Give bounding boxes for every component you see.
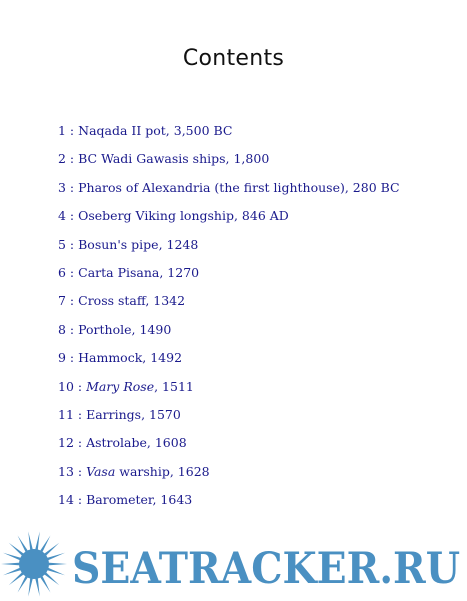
- sun-ray: [40, 535, 51, 552]
- sun-ray: [44, 543, 59, 556]
- toc-number: 4: [58, 208, 66, 224]
- toc-number: 14: [58, 492, 74, 508]
- toc-text: Naqada II pot, 3,500 BC: [78, 123, 233, 138]
- toc-separator: :: [65, 123, 79, 138]
- toc-entry[interactable]: [58, 150, 400, 178]
- toc-entry[interactable]: [58, 207, 400, 235]
- sun-ray: [18, 575, 29, 592]
- sun-ray: [9, 572, 24, 585]
- toc-text: Porthole, 1490: [78, 321, 172, 337]
- sun-ray: [35, 577, 40, 596]
- toc-separator: :: [65, 208, 79, 224]
- toc-entry[interactable]: [58, 122, 400, 150]
- toc-number: 6: [58, 264, 66, 280]
- sun-ray: [28, 577, 33, 596]
- sun-ray: [28, 532, 33, 551]
- sun-ray: [35, 532, 40, 551]
- toc-separator: :: [65, 264, 79, 280]
- toc-entry[interactable]: [58, 292, 400, 320]
- sun-ray: [48, 563, 67, 566]
- sun-ray: [47, 568, 65, 576]
- toc-number: 11: [58, 406, 74, 422]
- toc-separator: :: [65, 236, 79, 252]
- toc-text: Pharos of Alexandria (the first lighthouse), 280 BC: [78, 179, 400, 195]
- sun-ray: [40, 575, 51, 592]
- sun-ray: [1, 563, 20, 566]
- sun-ray: [3, 553, 21, 561]
- toc-number: 9: [58, 350, 66, 366]
- toc-text: Hammock, 1492: [78, 350, 183, 366]
- toc-separator: :: [73, 378, 87, 394]
- seatracker-watermark: [0, 528, 467, 601]
- toc-text: BC Wadi Gawasis ships, 1,800: [78, 151, 270, 167]
- sun-ray: [3, 568, 21, 576]
- toc-entry[interactable]: [58, 463, 400, 491]
- toc-separator: :: [65, 151, 79, 167]
- toc-separator: :: [65, 179, 79, 195]
- toc-number: 10: [58, 378, 74, 394]
- toc-separator: :: [73, 435, 87, 451]
- table-of-contents: [58, 122, 400, 519]
- toc-number: 12: [58, 435, 74, 451]
- toc-text: Astrolabe, 1608: [86, 435, 187, 451]
- toc-text: , 1511: [154, 378, 194, 394]
- toc-separator: :: [65, 350, 79, 366]
- toc-text: Carta Pisana, 1270: [78, 264, 200, 280]
- toc-number: 2: [58, 151, 66, 167]
- toc-entry[interactable]: [58, 321, 400, 349]
- page-title: Contents: [182, 46, 285, 71]
- toc-text: Oseberg Viking longship, 846 AD: [78, 208, 289, 224]
- sun-ray: [18, 535, 29, 552]
- toc-text: Bosun's pipe, 1248: [78, 236, 199, 252]
- toc-separator: :: [73, 492, 87, 508]
- toc-text: warship, 1628: [115, 463, 210, 479]
- toc-number: 8: [58, 321, 66, 337]
- toc-entry[interactable]: [58, 491, 400, 519]
- toc-text-italic: Vasa: [86, 463, 116, 479]
- toc-number: 7: [58, 293, 66, 309]
- sun-ray: [44, 572, 59, 585]
- toc-separator: :: [65, 293, 79, 309]
- toc-entry[interactable]: [58, 378, 400, 406]
- toc-number: 3: [58, 179, 66, 195]
- toc-entry[interactable]: [58, 406, 400, 434]
- toc-text-italic: Mary Rose: [86, 378, 155, 394]
- toc-entry[interactable]: [58, 349, 400, 377]
- sun-icon: [1, 532, 67, 597]
- toc-entry[interactable]: [58, 236, 400, 264]
- toc-entry[interactable]: [58, 179, 400, 207]
- sun-ray: [9, 543, 24, 556]
- toc-text: Cross staff, 1342: [78, 293, 186, 309]
- toc-separator: :: [73, 406, 87, 422]
- toc-number: 13: [58, 463, 74, 479]
- toc-number: 5: [58, 236, 66, 252]
- toc-text: Barometer, 1643: [86, 492, 193, 508]
- toc-text: Earrings, 1570: [86, 406, 181, 422]
- toc-separator: :: [65, 321, 79, 337]
- toc-separator: :: [73, 463, 87, 479]
- toc-entry[interactable]: [58, 264, 400, 292]
- sun-ray: [47, 553, 65, 561]
- toc-entry[interactable]: [58, 434, 400, 462]
- watermark-text: SEATRACKER.RU: [72, 544, 460, 594]
- toc-number: 1: [58, 123, 66, 138]
